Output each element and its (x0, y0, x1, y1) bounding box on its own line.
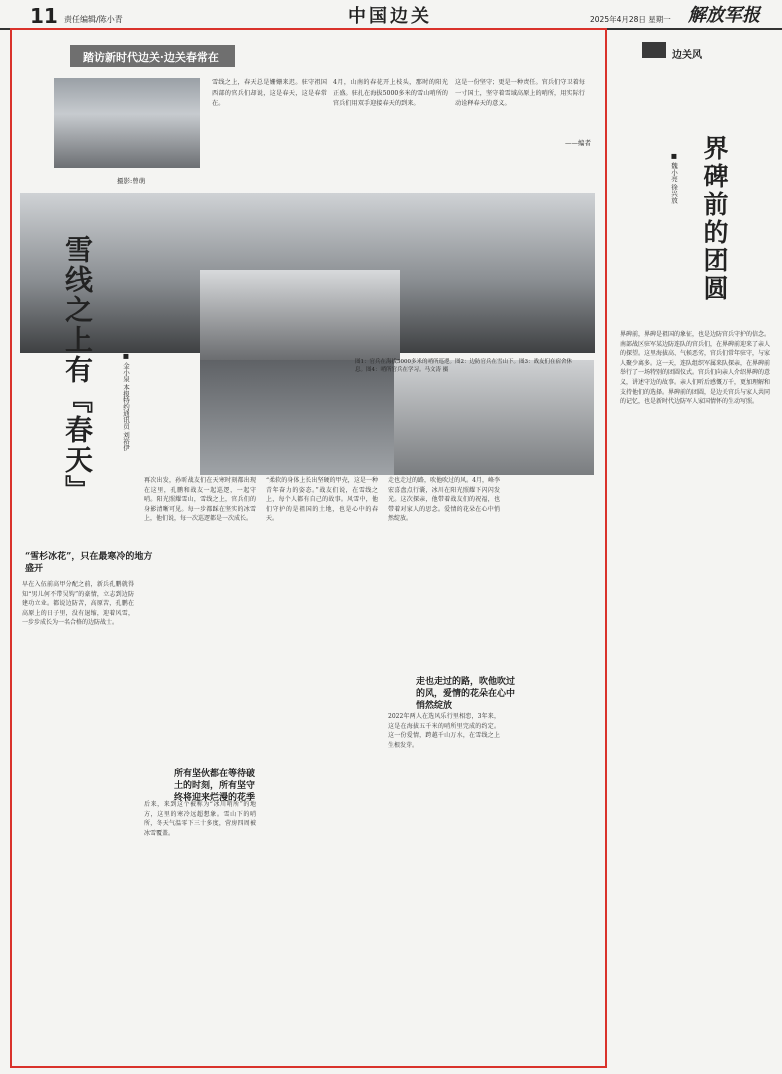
right-section-label: 边关风 (672, 50, 702, 61)
feature-byline: ■ 金小泉 本报特约通讯员 刘裕伊 (122, 352, 130, 451)
editors-line: 责任编辑/陈小青 (64, 15, 123, 24)
body-column-4b: 2022年两人在选风乐行里相恋，3年来，这是在海拔五千米的哨所里完成的约定。这一份爱情，跨越千山万水，在雪线之上生根发芽。 (388, 713, 500, 749)
feature-banner-text: 踏访新时代边关·边关春常在 (83, 51, 219, 64)
right-article-title: 界碑前的团圆 (700, 135, 729, 303)
subhead-2: 所有坚伙都在等待破土的时刻，所有坚守终将迎来烂漫的花季 (174, 769, 256, 803)
intro-column-2: 4月，山南的春花开上枝头，那时的阳光正盛。驻扎在海拔5000多米的雪山哨所的官兵们用双手迎接春天的到来。 (333, 79, 448, 107)
newspaper-logo: 解放军报 (688, 5, 760, 26)
right-article-body: 界碑前，界碑是祖国的象征，也是边防官兵守护的信念。南部战区驻军某边防连队的官兵们，在界碑前迎来了亲人的探望。这里海拔高、气候恶劣，官兵们常年驻守，与家人聚少离多。这一天，连队组织军属来队探亲，在界碑前举行了一场特别的团圆仪式。官兵们向亲人介绍界碑的意义，讲述守边的故事。亲人们听后感慨万千，更加理解和支持他们的选择。界碑前的团圆，是边关官兵与家人共同的记忆，也是新时代边防军人家国情怀的生动写照。 (620, 331, 770, 406)
photo-soldiers-study (394, 360, 594, 475)
body-column-4: 走也走过的路，吹他吹过的风。4月，峰李宏喜盘点行囊，冰川在阳光照耀下闪闪发光。这次探亲，他带着战友们的祝福，也带着对家人的思念。爱情的花朵在心中悄然绽放。 (388, 477, 500, 523)
intro-column-3: 这是一份坚守；更是一种责任。官兵们守卫着每一寸国土，坚守着雪域高原上的哨所，用实际行动诠释春天的意义。 (455, 79, 585, 107)
editor-sign: ——编者 (565, 139, 591, 147)
feature-title: 雪线之上有『春天』 (61, 235, 94, 505)
right-article-authors: ■ 魏小亮 徐兴放 (670, 152, 678, 204)
body-column-2: 再次出发，孙昕战友们在天寒时刻都出现在这里，孔鹏和战友一起巡逻，一起守哨。阳光照耀雪山，雪线之上，官兵们的身影清晰可见。每一步都踩在坚实的冰雪上，他们说，每一次巡逻都是一次成长。 (144, 477, 256, 523)
page-number: 11 (30, 4, 58, 28)
photo-soldiers-mountain (200, 270, 400, 360)
section-badge-icon (642, 42, 666, 58)
intro-photo-caption: 摄影:曾萌 (117, 177, 146, 185)
photo-caption: 图1：官兵在海拔5000多米的哨所巡逻。图2：边防官兵在雪山下。图3：战友们在宿舍休息。图4：哨所官兵在学习。马文涛 摄 (355, 359, 572, 373)
body-column-3: “柔软的身体上长出坚硬的甲壳，这是一种青年奋力的姿态。”战友们说，在雪线之上，每个人都有自己的故事。风雪中，他们守护的是祖国的土地，也是心中的春天。 (266, 477, 378, 523)
subhead-3: 走也走过的路，吹他吹过的风，爱情的花朵在心中悄然绽放 (416, 677, 516, 711)
intro-column-1: 雪线之上，春天总是姗姗来迟。驻守祖国西部的官兵们却说，这是春天，这是春常在。 (212, 79, 327, 107)
subhead-1: “雪杉冰花”，只在最寒冷的地方盛开 (25, 552, 153, 574)
body-column-1: 早在入伍前高甲分配之前，新兵孔鹏就得知“男儿何不带吴钩”的豪情，立志到边防建功立业。都说边防苦，高原苦，孔鹏在高原上的日子里，没有退缩，迎着风雪，一步步成长为一名合格的边防战士。 (22, 581, 134, 627)
issue-date: 2025年4月28日 星期一 (590, 15, 671, 24)
section-title: 中国边关 (348, 6, 432, 27)
body-column-2b: 后来，来到这个被称为“冰川哨所”的地方，这里的寒冷远超想象。雪山下的哨所，冬天气温零下三十多度，营房四周被冰雪覆盖。 (144, 801, 256, 837)
intro-photo (54, 78, 200, 168)
photo-soldiers-dorm (200, 360, 395, 475)
